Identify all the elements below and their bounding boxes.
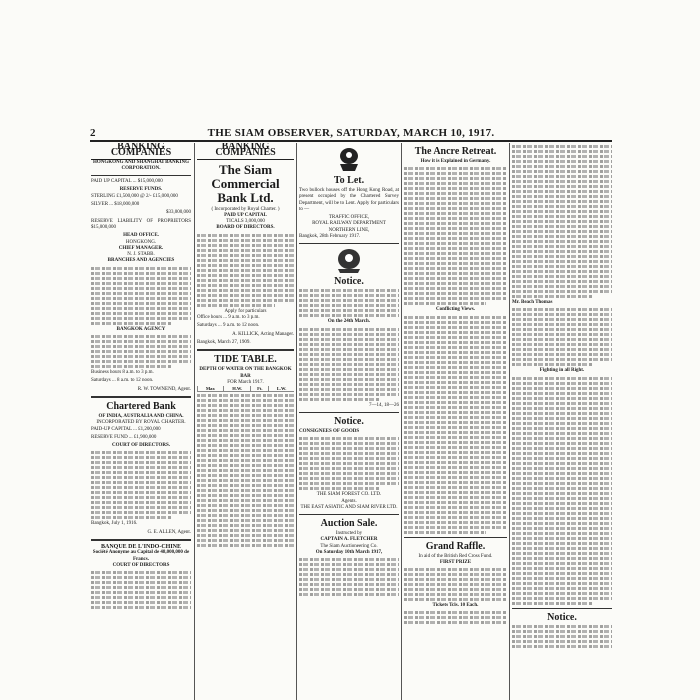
tide-subtitle: DEPTH OF WATER ON THE BANGKOK BAR	[199, 367, 292, 379]
reserve-label: RESERVE FUNDS.	[119, 187, 163, 193]
traffic-office: TRAFFIC OFFICE,	[328, 215, 370, 221]
column-divider	[509, 143, 510, 700]
agent-signature: R. W. TOWNEND, Agent.	[137, 386, 191, 392]
column-1	[91, 143, 191, 700]
reserve-fund-line: RESERVE FUND ... £1,900,000	[91, 434, 157, 440]
bank-name: HONGKONG AND SHANGHAI BANKING CORPORATION.	[93, 159, 189, 171]
masthead	[90, 126, 612, 140]
branches-heading: BRANCHES AND AGENCIES	[107, 258, 175, 264]
column-divider	[194, 143, 195, 700]
article-subheadline: How it is Explained in Germany.	[420, 159, 491, 164]
page-number: 2	[90, 127, 96, 139]
to-let-heading: To Let.	[333, 175, 365, 186]
tide-table-heading: TIDE TABLE.	[214, 354, 277, 366]
article-headline: The Ancre Retreat.	[414, 146, 497, 157]
notice-heading-3: Notice.	[547, 611, 577, 623]
bank-date: Bangkok, March 27, 1909.	[197, 339, 251, 345]
column-divider	[401, 143, 402, 700]
paid-capital-line: PAID-UP CAPITAL ... £1,200,000	[91, 426, 161, 432]
east-asiatic: THE EAST ASIATIC AND SIAM RIVER LTD.	[300, 504, 398, 510]
auction-heading: Auction Sale.	[320, 518, 378, 530]
column-3	[299, 143, 399, 700]
notice-heading-2: Notice.	[334, 415, 364, 427]
tide-rows	[197, 394, 294, 547]
section-banner: BANKING COMPANIES	[197, 143, 294, 160]
siam-bank-name: The Siam Commercial Bank Ltd.	[211, 161, 280, 205]
agent-allen: G. E. ALLEN, Agent.	[147, 529, 191, 535]
newspaper-title: THE SIAM OBSERVER, SATURDAY, MARCH 10, 1917.	[207, 127, 495, 139]
ticals-amount: TICALS 3,000,000	[226, 219, 265, 225]
fighting-subheading: Fighting in all Right.	[539, 368, 585, 374]
notice-heading: Notice.	[334, 276, 364, 288]
auction-company: The Siam Auctioneering Co.	[320, 543, 378, 549]
tide-month: FOR March 1917.	[227, 379, 264, 385]
chartered-bank-heading: Chartered Bank	[106, 400, 176, 412]
royal-charter: INCORPORATED BY ROYAL CHARTER.	[96, 420, 186, 426]
court-directors-2: COURT OF DIRECTORS	[112, 562, 170, 568]
bank-date: Bangkok, July 1, 1916.	[91, 521, 138, 527]
head-office: HEAD OFFICE.	[123, 233, 159, 239]
masthead-rule	[90, 140, 612, 142]
head-office-city: HONGKONG.	[125, 239, 157, 245]
societe-line: Société Anonyme au Capital de 48,000,000 de Francs.	[92, 550, 190, 562]
to-let-body: Two bullock houses off the Hong Kong Road, at present occupied by the Chartered Survey Department, will be to Lent. Apply for particulars to —	[299, 188, 399, 212]
saturday-hours: Saturdays ... 9 a.m. to 12 noon.	[197, 323, 260, 329]
crest-icon	[299, 247, 399, 273]
raffle-subtitle: In aid of the British Red Cross Fund.	[418, 553, 493, 559]
manager-signature: A. KILLICK, Acting Manager.	[232, 331, 294, 337]
railway-dept: ROYAL RAILWAY DEPARTMENT NORTHERN LINE,	[312, 221, 386, 233]
captain-name: CAPTAIN A. FLETCHER	[320, 537, 378, 543]
column-divider	[296, 143, 297, 700]
raffle-heading: Grand Raffle.	[425, 540, 486, 552]
crest-icon	[299, 146, 399, 172]
saturday-hours: Saturdays ... 8 a.m. to 12 noon.	[91, 378, 154, 384]
incorporated-line: ( Incorporated by Royal Charter. )	[211, 206, 280, 212]
apply-line: Apply for particulars	[224, 308, 267, 314]
article-body	[404, 167, 507, 305]
chartered-subtitle: OF INDIA, AUSTRALIA AND CHINA.	[98, 413, 184, 419]
court-directors: COURT OF DIRECTORS.	[112, 443, 170, 449]
branch-list	[91, 267, 191, 325]
article-subheading: Conflicting Views.	[436, 307, 475, 313]
mr-beach-line: Mr. Beach Thomas	[512, 300, 553, 305]
first-prize: FIRST PRIZE	[439, 559, 472, 565]
notice-date: 7—14, 18—26	[369, 402, 399, 408]
tickets-line: Tickets Tcls. 10 Each.	[432, 603, 479, 609]
office-hours: Office hours ... 9 a.m. to 3 p.m.	[197, 315, 260, 321]
instructed-by: Instructed by	[335, 531, 363, 537]
sterling-line: STERLING £1,500,000 @ 2/- £15,000,000	[91, 193, 178, 199]
bangkok-agency: BANGKOK AGENCY	[116, 326, 166, 332]
column-4	[404, 143, 507, 700]
chief-manager-label: CHIEF MANAGER.	[118, 245, 164, 251]
agents-label: Agents.	[341, 498, 357, 504]
silver-line: SILVER ... $18,000,000	[91, 202, 140, 208]
chief-manager-name: N. J. STABB.	[127, 252, 155, 258]
banque-heading: BANQUE DE L'INDO-CHINE	[100, 544, 181, 551]
liability-line: RESERVE LIABILITY OF PROPRIETORS $15,000,000	[91, 218, 191, 230]
tide-table: Mar. H.W. Ft. L.W.	[197, 386, 294, 392]
notice-subheading: On the 24th March.	[327, 319, 371, 325]
paid-up-label: PAID UP CAPITAL	[224, 212, 267, 218]
railway-date: Bangkok, 28th February 1917.	[299, 234, 361, 240]
siam-forest: THE SIAM FOREST CO. LTD.	[316, 492, 382, 498]
column-5	[512, 143, 612, 700]
total-line: $33,000,000	[166, 210, 191, 216]
column-2	[197, 143, 294, 700]
consignees-line: CONSIGNEES OF GOODS	[299, 428, 360, 434]
capital-line: PAID UP CAPITAL ... $15,000,000	[91, 179, 163, 185]
section-banner: BANKING COMPANIES	[91, 143, 191, 160]
board-heading: BOARD OF DIRECTORS.	[216, 225, 275, 231]
auction-date: On Saturday 10th March 1917,	[315, 550, 383, 556]
business-hours: Business hours 8 a.m. to 3 p.m.	[91, 370, 154, 376]
